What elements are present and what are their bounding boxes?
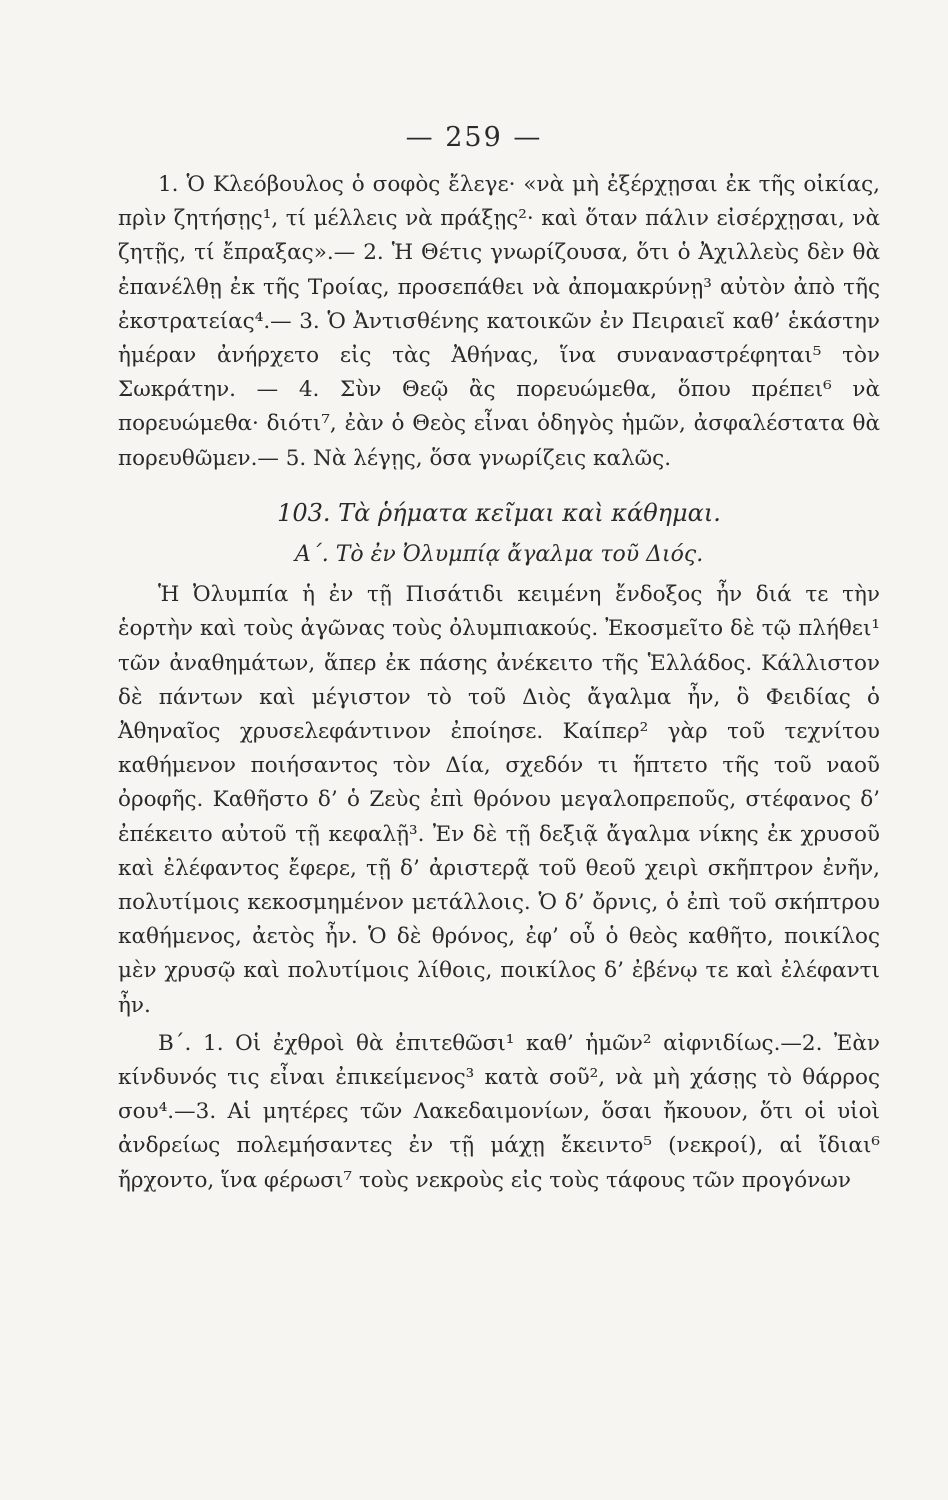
reading-paragraph: Ἡ Ὀλυμπία ἡ ἐν τῇ Πισάτιδι κειμένη ἔνδοξος ἦν διά τε τὴν ἑορτὴν καὶ τοὺς ἀγῶνας τοὺς ὀλυμπιακούς. Ἐκοσμεῖτο δὲ τῷ πλήθει¹ τῶν ἀναθημάτων, ἅπερ ἐκ πάσης ἀνέκειτο τῆς Ἑλλάδος. Κάλλιστον δὲ πάντων καὶ μέγιστον τὸ τοῦ Διὸς ἄγαλμα ἦν, ὃ Φειδίας ὁ Ἀθηναῖος χρυσελεφάντινον ἐποίησε. Καίπερ² γὰρ τοῦ τεχνίτου καθήμενον ποιήσαντος τὸν Δία, σχεδόν τι ἥπτετο τῆς τοῦ ναοῦ ὀροφῆς. Καθῆστο δ’ ὁ Ζεὺς ἐπὶ θρόνου μεγαλοπρεποῦς, στέφανος δ’ ἐπέκειτο αὐτοῦ τῇ κεφαλῇ³. Ἐν δὲ τῇ δεξιᾷ ἄγαλμα νίκης ἐκ χρυσοῦ καὶ ἐλέφαντος ἔφερε, τῇ δ’ ἀριστερᾷ τοῦ θεοῦ χειρὶ σκῆπτρον ἐνῆν, πολυτίμοις κεκοσμημένον μετάλλοις. Ὁ δ’ ὄρνις, ὁ ἐπὶ τοῦ σκήπτρου καθήμενος, ἀετὸς ἦν. Ὁ δὲ θρόνος, ἐφ’ οὗ ὁ θεὸς καθῆτο, ποικίλος μὲν χρυσῷ καὶ πολυτίμοις λίθοις, ποικίλος δ’ ἐβένῳ τε καὶ ἐλέφαντι ἦν. [118,582,880,1018]
subsection-label: Α΄. [294,542,329,568]
page-number: — 259 — [405,122,543,153]
section-number: 103. [277,498,331,527]
section-heading [118,496,880,530]
exercise-paragraph: 1. Ὁ Κλεόβουλος ὁ σοφὸς ἔλεγε· «νὰ μὴ ἐξέρχῃσαι ἐκ τῆς οἰκίας, πρὶν ζητήσῃς¹, τί μέλλεις νὰ πράξῃς²· καὶ ὅταν πάλιν εἰσέρχῃσαι, νὰ ζητῇς, τί ἔπραξας».— 2. Ἡ Θέτις γνωρίζουσα, ὅτι ὁ Ἀχιλλεὺς δὲν θὰ ἐπανέλθῃ ἐκ τῆς Τροίας, προσεπάθει νὰ ἀπομακρύνῃ³ αὐτὸν ἀπὸ τῆς ἐκστρατείας⁴.— 3. Ὁ Ἀντισθένης κατοικῶν ἐν Πειραιεῖ καθ’ ἑκάστην ἡμέραν ἀνήρχετο εἰς τὰς Ἀθήνας, ἵνα συναναστρέφηται⁵ τὸν Σωκράτην. — 4. Σὺν Θεῷ ἂς πορευώμεθα, ὅπου πρέπει⁶ νὰ πορευώμεθα· διότι⁷, ἐὰν ὁ Θεὸς εἶναι ὁδηγὸς ἡμῶν, ἀσφαλέστατα θὰ πορευθῶμεν.— 5. Νὰ λέγῃς, ὅσα γνωρίζεις καλῶς. [118,172,880,471]
section-title: Τὰ ῥήματα κεῖμαι καὶ κάθημαι. [338,498,721,527]
subsection-title: Τὸ ἐν Ὀλυμπίᾳ ἄγαλμα τοῦ Διός. [335,542,704,568]
exercise-paragraph-b: Β΄. 1. Οἱ ἐχθροὶ θὰ ἐπιτεθῶσι¹ καθ’ ἡμῶν² αἰφνιδίως.—2. Ἐὰν κίνδυνός τις εἶναι ἐπικείμενος³ κατὰ σοῦ², νὰ μὴ χάσῃς τὸ θάρρος σου⁴.—3. Αἱ μητέρες τῶν Λακεδαιμονίων, ὅσαι ἤκουον, ὅτι οἱ υἱοὶ ἀνδρείως πολεμήσαντες ἐν τῇ μάχῃ ἔκειντο⁵ (νεκροί), αἱ ἴδιαι⁶ ἤρχοντο, ἵνα φέρωσι⁷ τοὺς νεκροὺς εἰς τοὺς τάφους τῶν προγόνων [118,1030,880,1193]
page-body [118,168,880,1198]
subsection-heading [118,538,880,572]
